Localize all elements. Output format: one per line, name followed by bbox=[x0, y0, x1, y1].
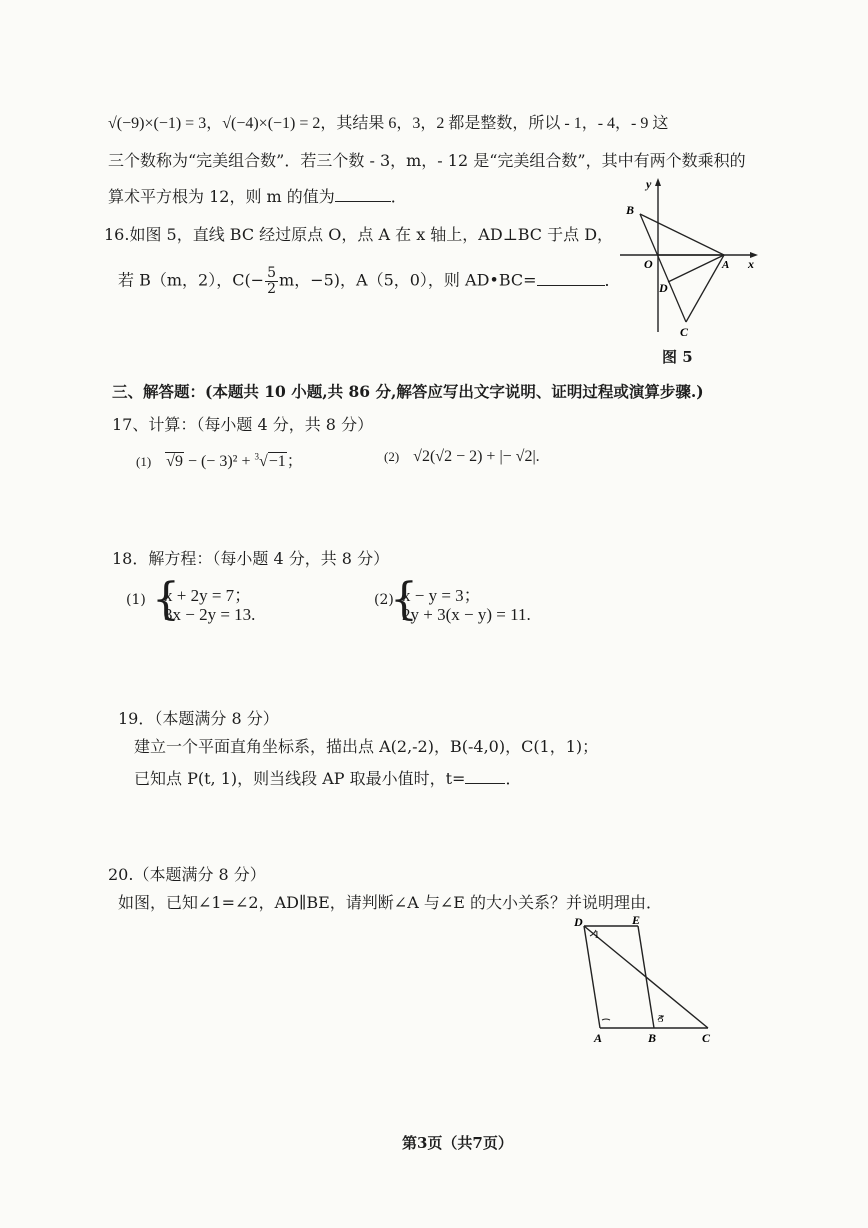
figure5-diagram bbox=[612, 172, 772, 342]
q17-part1-radicand: −1 bbox=[268, 453, 286, 470]
q17-part2 bbox=[384, 448, 540, 466]
figure5-label-c: C bbox=[680, 325, 689, 339]
figure20-label-angle3: 3 bbox=[658, 1013, 664, 1025]
q18-system1-eq2: 3x − 2y = 13. bbox=[164, 605, 256, 624]
figure20-label-e: E bbox=[632, 913, 641, 927]
q19-line2-text: 已知点 P(t, 1)，则当线段 AP 取最小值时，t= bbox=[134, 769, 466, 788]
q17-title: 17、计算：（每小题 4 分，共 8 分） bbox=[112, 415, 374, 434]
q17-part2-label: (2) bbox=[384, 449, 400, 464]
figure5-segment-ba bbox=[640, 214, 724, 255]
page-footer: 第3页（共7页） bbox=[402, 1134, 513, 1152]
figure20-label-d: D bbox=[574, 915, 583, 929]
figure5-segment-ac bbox=[686, 255, 724, 322]
figure5-label-a: A bbox=[722, 259, 730, 271]
q18-part2-label: (2) bbox=[374, 592, 394, 608]
q15-answer-blank[interactable] bbox=[335, 187, 391, 202]
q18-system2-brace: { bbox=[390, 574, 418, 625]
q15-line3-end: ． bbox=[390, 187, 407, 206]
q17-part2-rest: (√2 − 2) + |− √2|. bbox=[429, 448, 540, 465]
q18-system2-eq1: x − y = 3； bbox=[402, 586, 481, 605]
figure5-label-y: y bbox=[646, 177, 652, 191]
q19-title: 19．（本题满分 8 分） bbox=[118, 709, 279, 728]
q19-line2-end: ． bbox=[505, 769, 522, 788]
q17-part1-middle: − (− 3)² + bbox=[183, 453, 255, 470]
q15-line1-part-a: √(−9)×(−1) = 3， bbox=[108, 115, 223, 132]
q18-system2-eq2: 2y + 3(x − y) = 11. bbox=[402, 605, 531, 624]
q17-part1-root-index: 3 bbox=[254, 451, 259, 462]
figure20-label-b: B bbox=[648, 1031, 657, 1045]
q20-line1: 如图，已知∠1=∠2，AD∥BE，请判断∠A 与∠E 的大小关系？并说明理由． bbox=[118, 893, 663, 912]
q16-line1: 16.如图 5，直线 BC 经过原点 O，点 A 在 x 轴上，AD⊥BC 于点 D， bbox=[104, 225, 614, 244]
q19-line1: 建立一个平面直角坐标系，描出点 A(2,-2)，B(-4,0)，C(1，1)； bbox=[134, 737, 599, 756]
q17-part1-end: ； bbox=[286, 453, 303, 470]
q16-line2-end: ． bbox=[604, 270, 621, 290]
q17-part1-label: (1) bbox=[136, 454, 152, 469]
q16-fraction-numerator: 5 bbox=[267, 265, 277, 281]
figure5-label-d: D bbox=[659, 281, 668, 295]
q17-part1 bbox=[136, 448, 303, 471]
q15-line2: 三个数称为“完美组合数”．若三个数 - 3，m，- 12 是“完美组合数”，其中有两个数乘积的 bbox=[108, 151, 746, 170]
q15-line3-text: 算术平方根为 12，则 m 的值为 bbox=[108, 187, 335, 206]
q16-fraction-denominator: 2 bbox=[267, 280, 277, 297]
q16-line2-part-b: m，−5)，A（5，0），则 AD•BC= bbox=[279, 270, 537, 290]
q15-line3 bbox=[108, 184, 407, 207]
q19-line2 bbox=[134, 766, 521, 789]
q18-system1-eq1: x + 2y = 7； bbox=[164, 586, 252, 605]
q18-title: 18．解方程：（每小题 4 分，共 8 分） bbox=[112, 549, 390, 568]
q20-title: 20.（本题满分 8 分） bbox=[108, 865, 266, 884]
figure5-label-b: B bbox=[626, 203, 635, 217]
q19-answer-blank[interactable] bbox=[465, 769, 505, 784]
figure20-label-angle1: 1 bbox=[594, 929, 600, 941]
figure5-y-arrow bbox=[655, 178, 661, 186]
figure5-label-x: x bbox=[748, 257, 754, 271]
q15-line1-part-b: √(−4)×(−1) = 2，其结果 6，3，2 都是整数，所以 - 1，- 4，- 9 这 bbox=[222, 115, 669, 132]
q18-system1-brace: { bbox=[152, 574, 180, 625]
q18-part1-label: (1) bbox=[126, 592, 146, 608]
q17-part1-root9: √9 bbox=[166, 453, 183, 470]
q16-answer-blank[interactable] bbox=[537, 271, 605, 286]
q16-line2-part-a: 若 B（m，2），C(− bbox=[118, 270, 265, 290]
q15-line1 bbox=[108, 110, 668, 133]
q16-fraction bbox=[265, 266, 278, 296]
q17-part2-root2: √2 bbox=[413, 448, 430, 465]
figure20-label-c: C bbox=[702, 1031, 711, 1045]
figure20-label-a: A bbox=[594, 1031, 603, 1045]
q18-system2 bbox=[390, 574, 590, 632]
figure20-diagram bbox=[568, 912, 728, 1052]
figure20-segment-dc bbox=[584, 926, 708, 1028]
q17-part1-radical: √ bbox=[258, 453, 268, 470]
section3-heading: 三、解答题：(本题共 10 小题,共 86 分,解答应写出文字说明、证明过程或演算步骤.) bbox=[112, 382, 704, 401]
figure5-label-o: O bbox=[644, 257, 653, 271]
q18-system1 bbox=[152, 574, 332, 632]
figure20-segment-ad bbox=[584, 926, 600, 1028]
q16-line2 bbox=[118, 266, 621, 296]
figure20-angleA-arc bbox=[602, 1019, 610, 1020]
figure5-caption: 图 5 bbox=[662, 348, 693, 366]
